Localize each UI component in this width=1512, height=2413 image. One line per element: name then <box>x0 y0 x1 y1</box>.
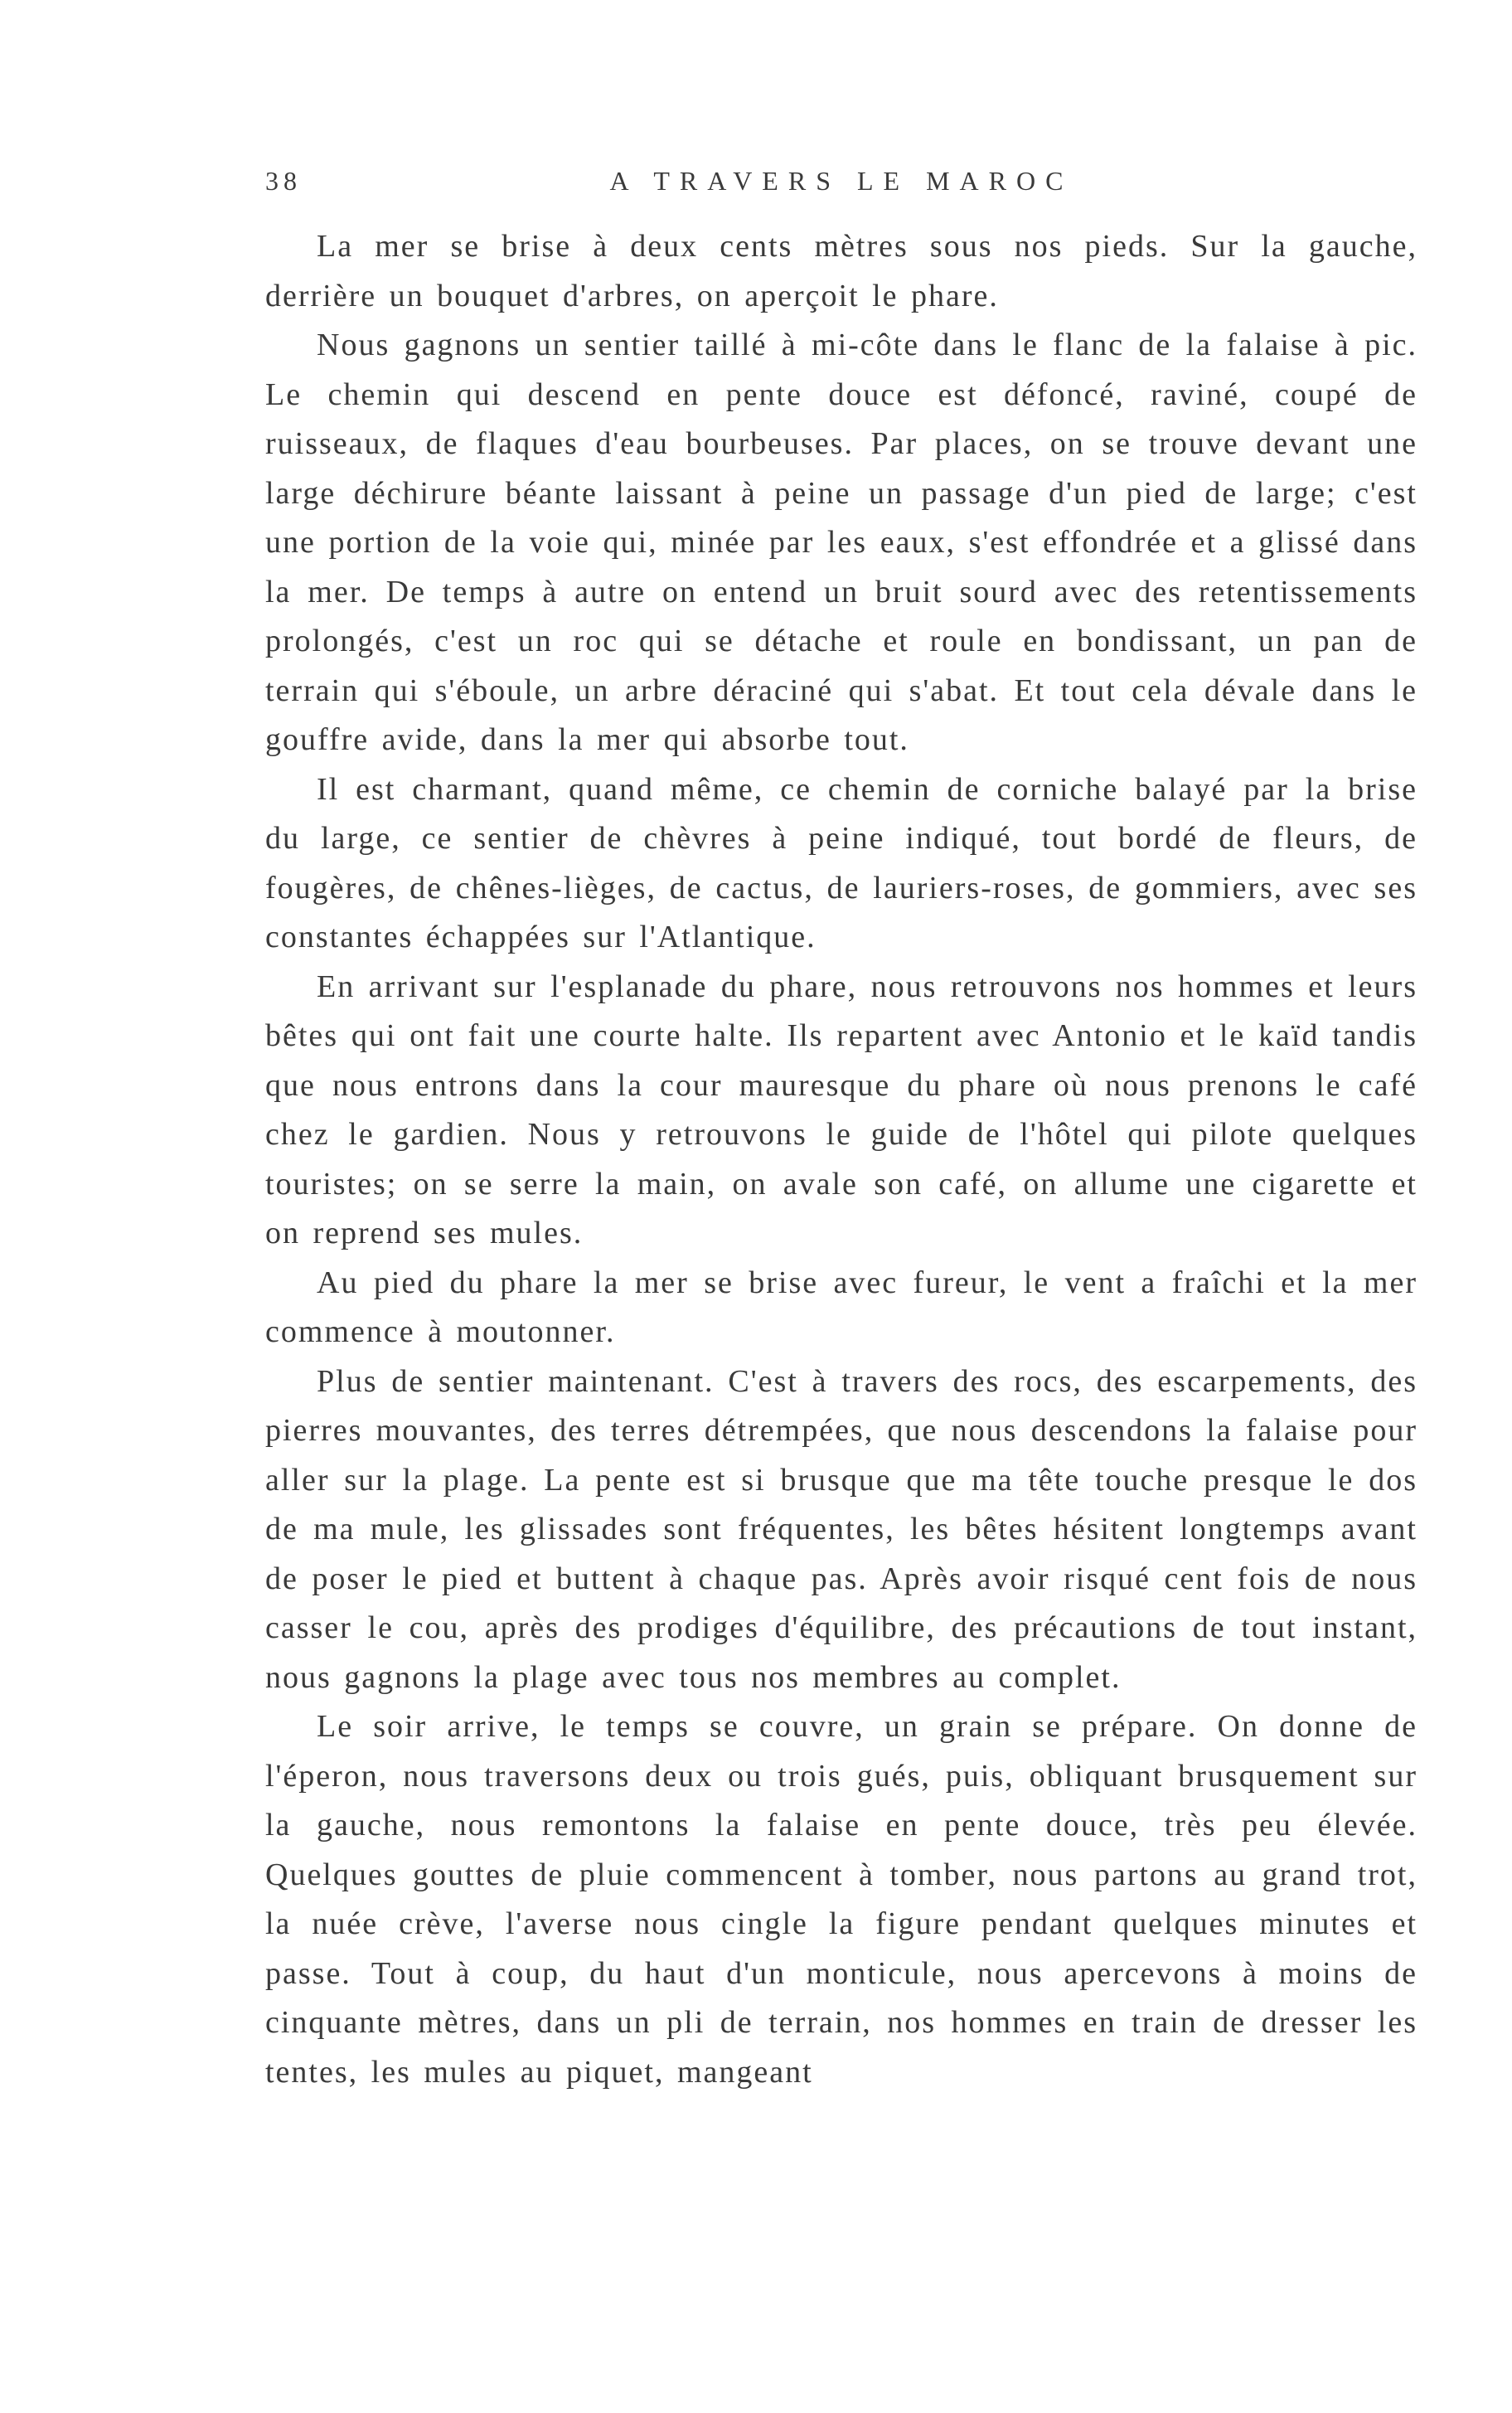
paragraph: La mer se brise à deux cents mètres sous nos pieds. Sur la gauche, derrière un bouquet d'arbres, on aperçoit le phare. <box>265 229 1418 313</box>
paragraph: Au pied du phare la mer se brise avec fureur, le vent a fraîchi et la mer commence à moutonner. <box>265 1265 1418 1349</box>
body-text <box>265 222 1418 2097</box>
paragraph: Plus de sentier maintenant. C'est à travers des rocs, des escarpements, des pierres mouvantes, des terres détrempées, que nous descendons la falaise pour aller sur la plage. La pente est si brusque que ma tête touche presque le dos de ma mule, les glissades sont fréquentes, les bêtes hésitent longtemps avant de poser le pied et buttent à chaque pas. Après avoir risqué cent fois de nous casser le cou, après des prodiges d'équilibre, des précautions de tout instant, nous gagnons la plage avec tous nos membres au complet. <box>265 1363 1418 1695</box>
page-number: 38 <box>265 166 302 196</box>
running-title: A TRAVERS LE MAROC <box>609 166 1073 196</box>
paragraph: Il est charmant, quand même, ce chemin de corniche balayé par la brise du large, ce sentier de chèvres à peine indiqué, tout bordé de fleurs, de fougères, de chênes-lièges, de cactus, de lauriers-roses, de gommiers, avec ses constantes échappées sur l'Atlantique. <box>265 771 1418 954</box>
paragraph-continued: Le soir arrive, le temps se couvre, un grain se prépare. On donne de l'éperon, nous traversons deux ou trois gués, puis, obliquant brusquement sur la gauche, nous remontons la falaise en pente douce, très peu élevée. Quelques gouttes de pluie commencent à tomber, nous partons au grand trot, la nuée crève, l'averse nous cingle la figure pendant quelques minutes et passe. Tout à coup, du haut d'un monticule, nous apercevons à moins de cinquante mètres, dans un pli de terrain, nos hommes en train de dresser les tentes, les mules au piquet, mangeant <box>265 1709 1418 2090</box>
running-head <box>265 166 1418 216</box>
paragraph: Nous gagnons un sentier taillé à mi-côte dans le flanc de la falaise à pic. Le chemin qui descend en pente douce est défoncé, raviné, coupé de ruisseaux, de flaques d'eau bourbeuses. Par places, on se trouve devant une large déchirure béante laissant à peine un passage d'un pied de large; c'est une portion de la voie qui, minée par les eaux, s'est effondrée et a glissé dans la mer. De temps à autre on entend un bruit sourd avec des retentissements prolongés, c'est un roc qui se détache et roule en bondissant, un pan de terrain qui s'éboule, un arbre déraciné qui s'abat. Et tout cela dévale dans le gouffre avide, dans la mer qui absorbe tout. <box>265 328 1418 757</box>
paragraph: En arrivant sur l'esplanade du phare, nous retrouvons nos hommes et leurs bêtes qui ont fait une courte halte. Ils repartent avec Antonio et le kaïd tandis que nous entrons dans la cour mauresque du phare où nous prenons le café chez le gardien. Nous y retrouvons le guide de l'hôtel qui pilote quelques touristes; on se serre la main, on avale son café, on allume une cigarette et on reprend ses mules. <box>265 969 1418 1250</box>
